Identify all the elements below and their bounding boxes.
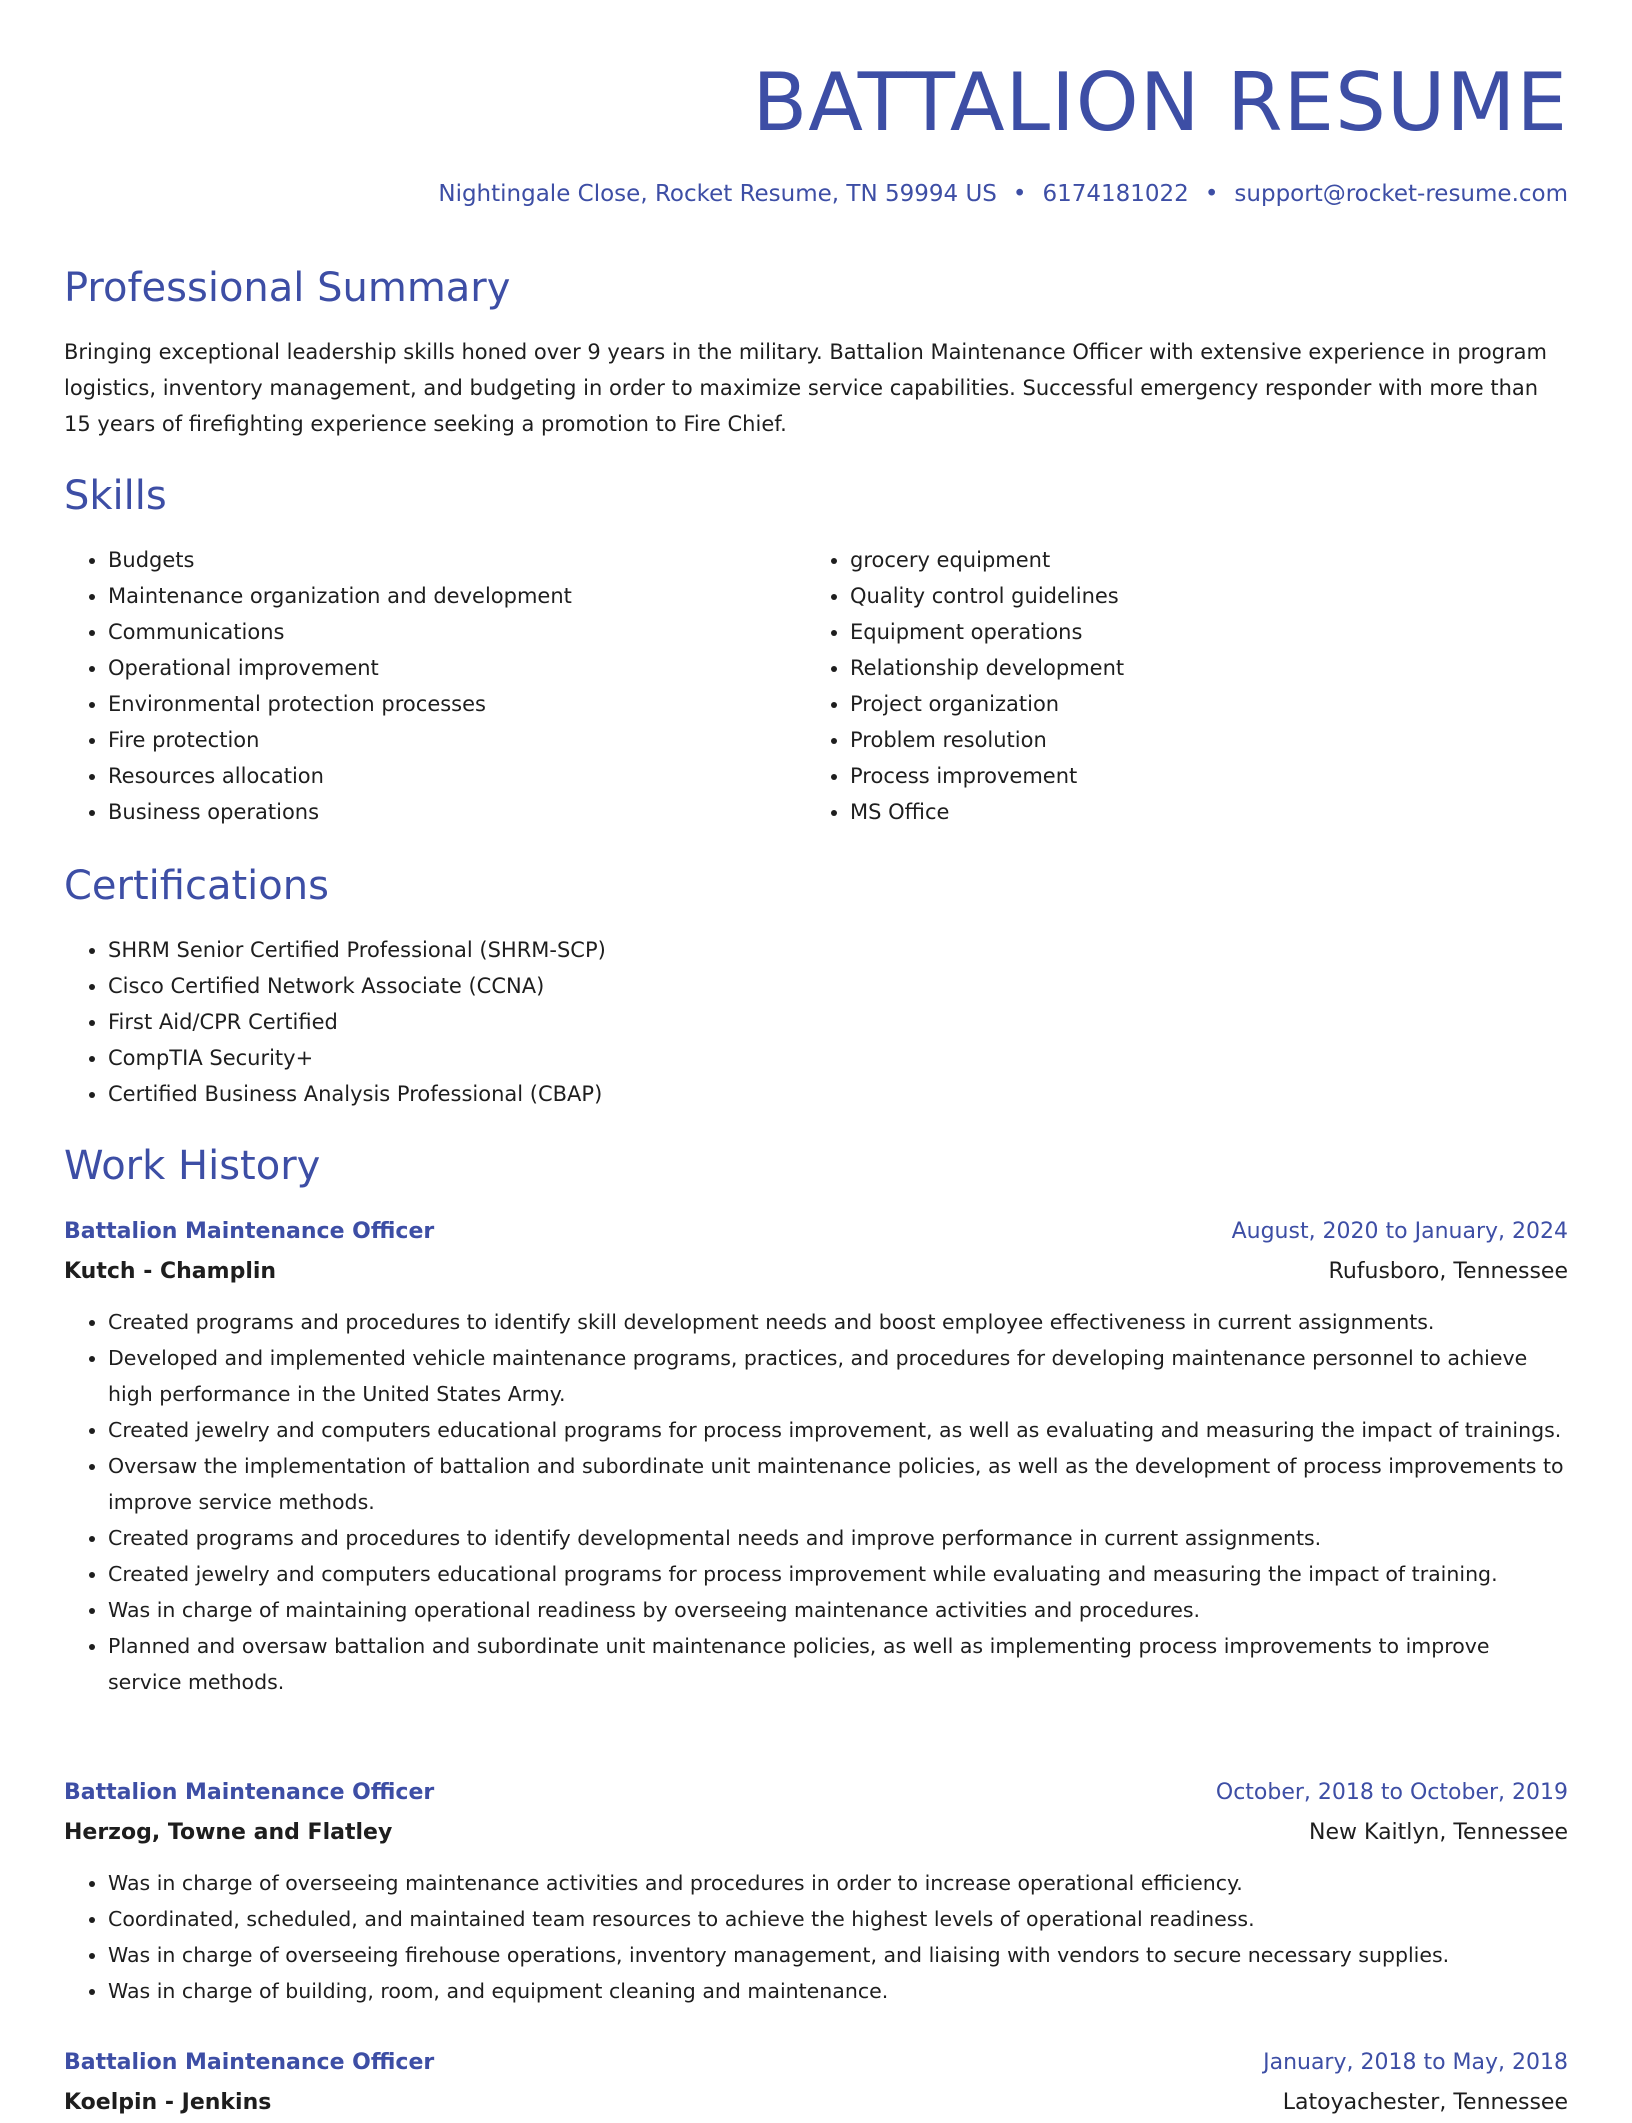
job-bullet: • Developed and implemented vehicle maintenance programs, practices, and procedures for developing maintenance personnel to achieve high performance in the United States Army. xyxy=(108,1340,1568,1412)
job-dates: August, 2020 to January, 2024 xyxy=(1231,1219,1568,1244)
skill-item: • Project organization xyxy=(850,686,1546,722)
certification-item: • First Aid/CPR Certified xyxy=(108,1004,606,1040)
job-dates: October, 2018 to October, 2019 xyxy=(1215,1780,1568,1805)
job-bullet: • Created jewelry and computers educational programs for process improvement while evaluating and measuring the impact of training. xyxy=(108,1556,1568,1592)
certification-item: • CompTIA Security+ xyxy=(108,1040,606,1076)
job-bullet: • Created jewelry and computers educational programs for process improvement, as well as evaluating and measuring the impact of trainings. xyxy=(108,1412,1568,1448)
job-bullet: • Created programs and procedures to identify developmental needs and improve performance in current assignments. xyxy=(108,1520,1568,1556)
job-bullet: • Was in charge of overseeing firehouse operations, inventory management, and liaising with vendors to secure necessary supplies. xyxy=(108,1937,1568,1973)
job-bullet: • Was in charge of overseeing maintenance activities and procedures in order to increase operational efficiency. xyxy=(108,1865,1568,1901)
job-company: Kutch - Champlin xyxy=(64,1259,277,1284)
skill-item: • Environmental protection processes xyxy=(108,686,804,722)
skills-heading: Skills xyxy=(64,473,167,519)
skill-item: • Maintenance organization and development xyxy=(108,578,804,614)
skill-item: • grocery equipment xyxy=(850,542,1546,578)
contact-line xyxy=(438,178,1568,210)
job-dates: January, 2018 to May, 2018 xyxy=(1263,2050,1568,2075)
job-entry xyxy=(64,2043,1568,2123)
contact-email: support@rocket-resume.com xyxy=(1234,181,1568,207)
contact-address: Nightingale Close, Rocket Resume, TN 59994 US xyxy=(438,181,997,207)
resume-name: BATTALION RESUME xyxy=(752,56,1568,149)
job-title: Battalion Maintenance Officer xyxy=(64,2050,435,2075)
job-location: Latoyachester, Tennessee xyxy=(1282,2090,1568,2115)
skill-item: • Quality control guidelines xyxy=(850,578,1546,614)
skill-item: • Fire protection xyxy=(108,722,804,758)
job-company: Koelpin - Jenkins xyxy=(64,2090,272,2115)
job-location: Rufusboro, Tennessee xyxy=(1328,1259,1568,1284)
certifications-heading: Certifications xyxy=(64,863,329,909)
certification-item: • SHRM Senior Certified Professional (SHRM-SCP) xyxy=(108,932,606,968)
skill-item: • Problem resolution xyxy=(850,722,1546,758)
skill-item: • Communications xyxy=(108,614,804,650)
skill-item: • Resources allocation xyxy=(108,758,804,794)
skill-item: • Process improvement xyxy=(850,758,1546,794)
skill-item: • Budgets xyxy=(108,542,804,578)
skill-item: • Equipment operations xyxy=(850,614,1546,650)
contact-separator: • xyxy=(1204,181,1219,207)
job-title: Battalion Maintenance Officer xyxy=(64,1780,435,1805)
job-entry xyxy=(64,1773,1568,2009)
contact-separator: • xyxy=(1012,181,1027,207)
certification-item: • Certified Business Analysis Professional (CBAP) xyxy=(108,1076,606,1112)
job-title: Battalion Maintenance Officer xyxy=(64,1219,435,1244)
contact-phone: 6174181022 xyxy=(1042,181,1189,207)
summary-text: Bringing exceptional leadership skills honed over 9 years in the military. Battalion Maintenance Officer with extensive experience in program logistics, inventory management, and budgeting in order to maximize service capabilities. Successful emergency responder with more than 15 years of firefighting experience seeking a promotion to Fire Chief. xyxy=(64,340,1547,436)
job-bullet: • Coordinated, scheduled, and maintained team resources to achieve the highest levels of operational readiness. xyxy=(108,1901,1568,1937)
job-company: Herzog, Towne and Flatley xyxy=(64,1820,393,1845)
skills-list-left xyxy=(64,542,804,830)
skills-list-right xyxy=(806,542,1546,830)
skill-item: • MS Office xyxy=(850,794,1546,830)
job-bullets xyxy=(64,1865,1568,2009)
certification-item: • Cisco Certified Network Associate (CCNA) xyxy=(108,968,606,1004)
job-bullets xyxy=(64,1304,1568,1700)
certifications-list xyxy=(64,932,606,1112)
job-entry xyxy=(64,1212,1568,1700)
job-bullet: • Planned and oversaw battalion and subordinate unit maintenance policies, as well as implementing process improvements to improve service methods. xyxy=(108,1628,1568,1700)
job-bullet: • Was in charge of maintaining operational readiness by overseeing maintenance activities and procedures. xyxy=(108,1592,1568,1628)
skill-item: • Operational improvement xyxy=(108,650,804,686)
job-bullet: • Created programs and procedures to identify skill development needs and boost employee effectiveness in current assignments. xyxy=(108,1304,1568,1340)
summary-heading: Professional Summary xyxy=(64,265,511,311)
skill-item: • Business operations xyxy=(108,794,804,830)
skill-item: • Relationship development xyxy=(850,650,1546,686)
job-bullet: • Was in charge of building, room, and equipment cleaning and maintenance. xyxy=(108,1973,1568,2009)
job-location: New Kaitlyn, Tennessee xyxy=(1309,1820,1568,1845)
work-history-heading: Work History xyxy=(64,1143,321,1189)
job-bullet: • Oversaw the implementation of battalion and subordinate unit maintenance policies, as well as the development of process improvements to improve service methods. xyxy=(108,1448,1568,1520)
